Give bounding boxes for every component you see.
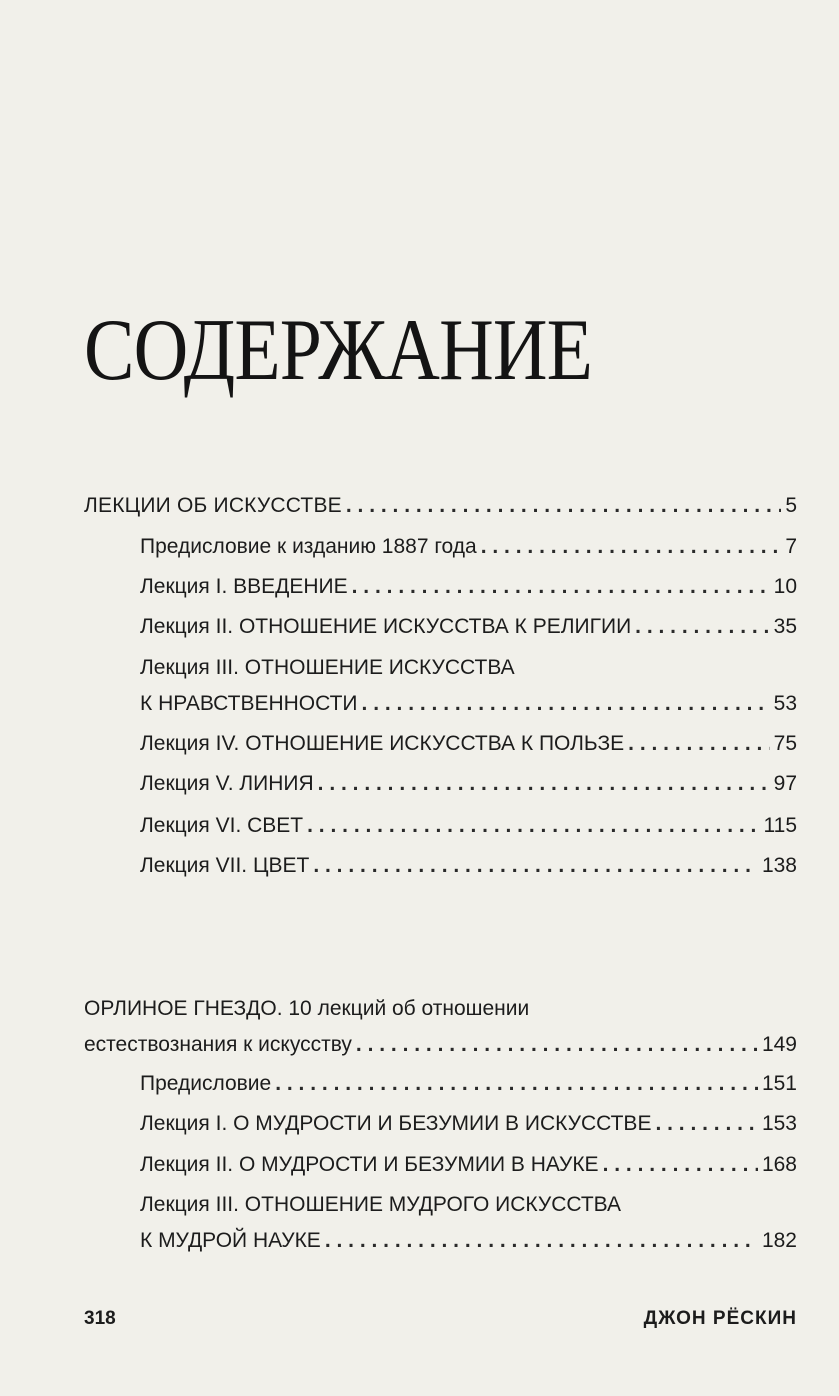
page-number: 151 (761, 1072, 797, 1095)
toc-entry[interactable] (140, 1147, 797, 1183)
entry-title: Лекция IV. ОТНОШЕНИЕ ИСКУССТВА К ПОЛЬЗЕ (140, 732, 625, 755)
page-number: 182 (761, 1229, 797, 1252)
leader-dots (628, 726, 769, 762)
leader-dots (352, 569, 770, 605)
entry-title: Лекция II. ОТНОШЕНИЕ ИСКУССТВА К РЕЛИГИИ (140, 615, 632, 638)
leader-dots (481, 529, 782, 565)
entry-title: Предисловие к изданию 1887 года (140, 535, 477, 558)
page-number: 138 (761, 854, 797, 877)
entry-title-line1: Лекция III. ОТНОШЕНИЕ МУДРОГО ИСКУССТВА (140, 1193, 622, 1216)
leader-dots (356, 1027, 758, 1063)
toc-entry[interactable] (140, 1066, 797, 1102)
leader-dots (318, 766, 770, 802)
leader-dots (346, 488, 781, 524)
page-number: 149 (761, 1033, 797, 1056)
page-number: 153 (761, 1112, 797, 1135)
toc-entry[interactable] (140, 609, 797, 645)
entry-title: Предисловие (140, 1072, 272, 1095)
leader-dots (325, 1223, 758, 1259)
leader-dots (603, 1147, 758, 1183)
entry-title: Лекция I. О МУДРОСТИ И БЕЗУМИИ В ИСКУССТВЕ (140, 1112, 652, 1135)
section-title: естествознания к искусству (84, 1033, 352, 1056)
page-number: 97 (773, 772, 797, 795)
leader-dots (307, 808, 759, 844)
toc-entry[interactable] (140, 1106, 797, 1142)
page-number: 168 (761, 1153, 797, 1176)
entry-title: К НРАВСТВЕННОСТИ (140, 692, 358, 715)
footer-author: ДЖОН РЁСКИН (643, 1308, 797, 1329)
section-title-line1: ОРЛИНОЕ ГНЕЗДО. 10 лекций об отношении (84, 997, 530, 1020)
page-number: 10 (773, 575, 797, 598)
page-number: 35 (773, 615, 797, 638)
entry-title: Лекция VI. СВЕТ (140, 814, 304, 837)
page-number: 53 (773, 692, 797, 715)
leader-dots (655, 1106, 758, 1142)
toc-entry[interactable] (140, 569, 797, 605)
page-number: 115 (763, 814, 797, 837)
entry-title: Лекция I. ВВЕДЕНИЕ (140, 575, 348, 598)
toc-entry[interactable] (140, 766, 797, 802)
leader-dots (362, 686, 770, 722)
toc-entry[interactable] (140, 529, 797, 565)
leader-dots (275, 1066, 758, 1102)
leader-dots (313, 848, 758, 884)
page-number: 7 (785, 535, 797, 558)
toc-entry[interactable] (140, 1187, 797, 1259)
page-title: СОДЕРЖАНИЕ (84, 301, 593, 399)
toc-entry[interactable] (140, 808, 797, 844)
toc-entry[interactable] (140, 650, 797, 722)
entry-title-line1: Лекция III. ОТНОШЕНИЕ ИСКУССТВА (140, 656, 515, 679)
entry-title: Лекция V. ЛИНИЯ (140, 772, 314, 795)
entry-title: Лекция VII. ЦВЕТ (140, 854, 310, 877)
entry-title: К МУДРОЙ НАУКЕ (140, 1229, 321, 1252)
toc-entry[interactable] (140, 726, 797, 762)
toc-section-1-heading[interactable] (84, 488, 797, 524)
footer-page-number: 318 (84, 1308, 116, 1329)
entry-title: Лекция II. О МУДРОСТИ И БЕЗУМИИ В НАУКЕ (140, 1153, 599, 1176)
toc-entry[interactable] (140, 848, 797, 884)
page-number: 75 (773, 732, 797, 755)
section-title: ЛЕКЦИИ ОБ ИСКУССТВЕ (84, 494, 342, 517)
page-number: 5 (785, 494, 797, 517)
toc-section-2-heading[interactable] (84, 991, 797, 1063)
leader-dots (635, 609, 769, 645)
